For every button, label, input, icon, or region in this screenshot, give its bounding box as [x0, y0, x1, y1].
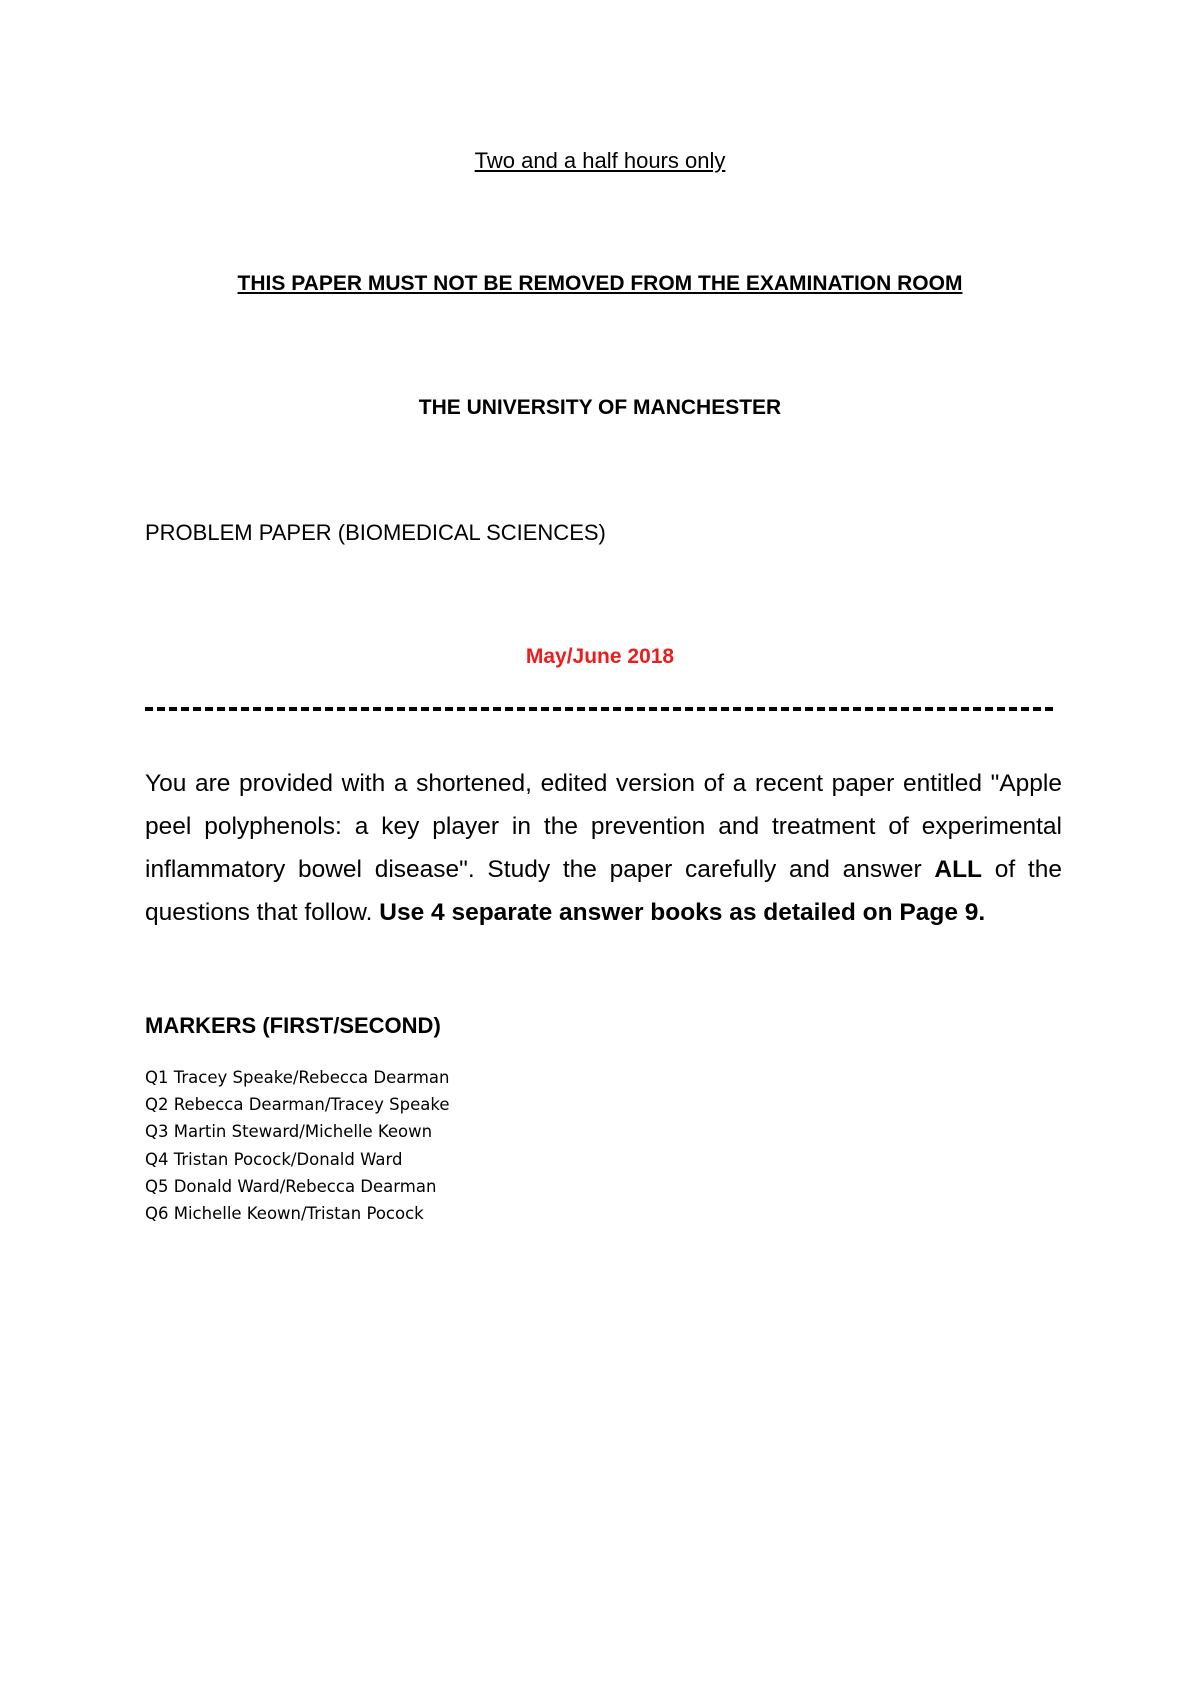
removal-warning: THIS PAPER MUST NOT BE REMOVED FROM THE EXAMINATION ROOM — [237, 272, 963, 295]
exam-date: May/June 2018 — [525, 645, 675, 668]
intro-paragraph — [145, 762, 1062, 934]
markers-heading: MARKERS (FIRST/SECOND) — [145, 1013, 441, 1038]
intro-emphasis: ALL — [934, 856, 982, 883]
marker-item: Q4 Tristan Pocock/Donald Ward — [145, 1149, 403, 1169]
markers-list — [145, 1064, 450, 1227]
marker-item: Q6 Michelle Keown/Tristan Pocock — [145, 1204, 424, 1224]
intro-text-2: of the questions that follow. — [145, 856, 1062, 926]
marker-item: Q2 Rebecca Dearman/Tracey Speake — [145, 1095, 450, 1115]
marker-item: Q1 Tracey Speake/Rebecca Dearman — [145, 1068, 450, 1087]
marker-item: Q3 Martin Steward/Michelle Keown — [145, 1122, 433, 1142]
intro-text-1: You are provided with a shortened, edited version of a recent paper entitled "Apple peel polyphenols: a key player in the prevention and treatment of experimental inflammatory bowel disease". Study the paper carefully and answer — [145, 770, 1062, 883]
marker-item: Q5 Donald Ward/Rebecca Dearman — [145, 1176, 437, 1196]
dashed-separator — [145, 707, 1053, 711]
paper-title: PROBLEM PAPER (BIOMEDICAL SCIENCES) — [145, 520, 606, 545]
exam-duration: Two and a half hours only — [474, 148, 726, 173]
answer-book-instruction: Use 4 separate answer books as detailed on Page 9. — [379, 899, 986, 926]
university-name: THE UNIVERSITY OF MANCHESTER — [418, 396, 782, 419]
